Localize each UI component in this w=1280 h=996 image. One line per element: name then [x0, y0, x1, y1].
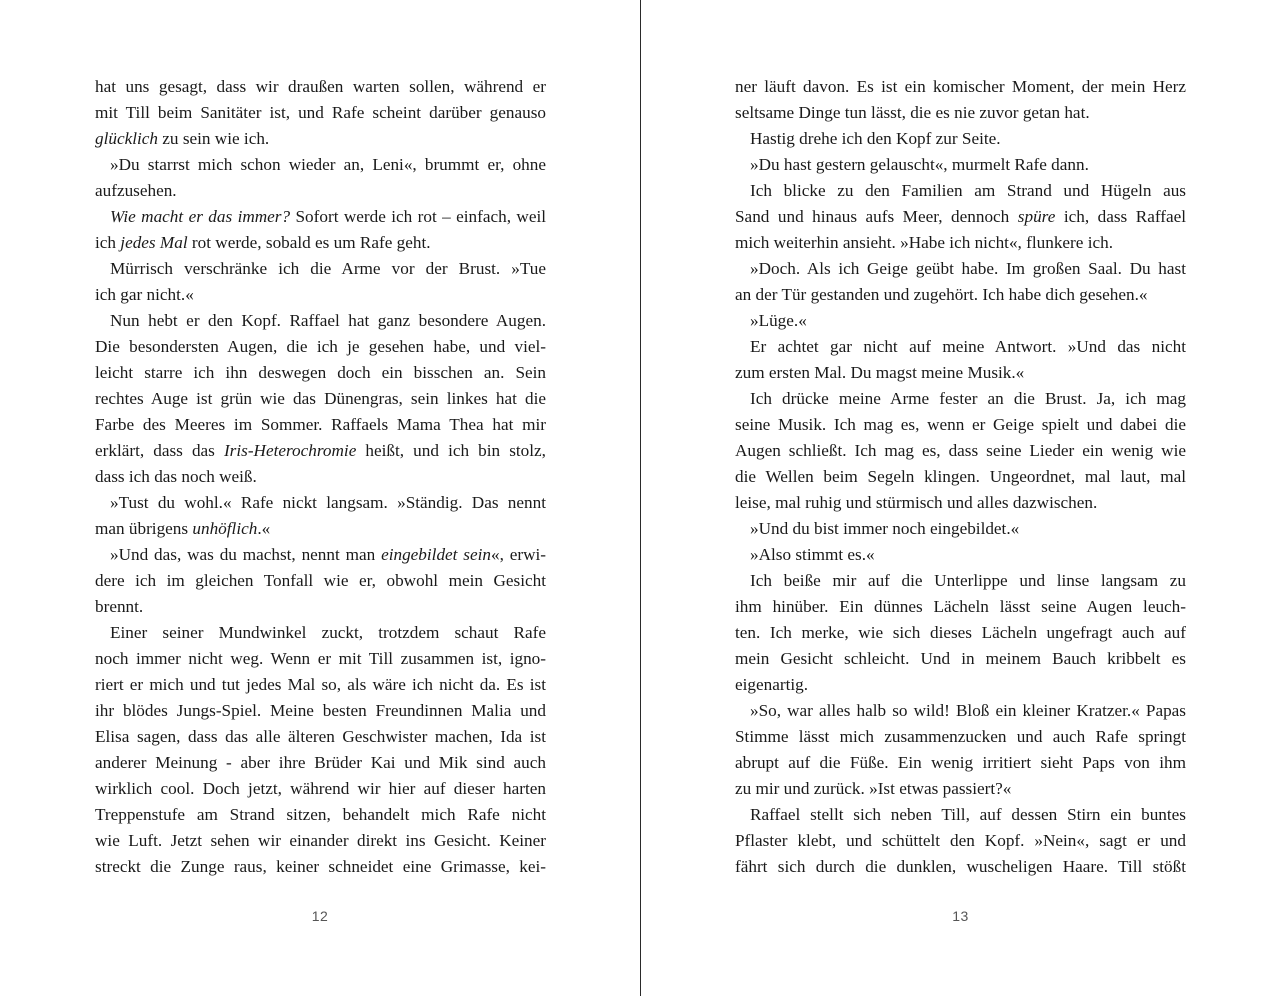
text-line: »Doch. Als ich Geige geübt habe. Im großen Saal. Du hast	[750, 259, 1186, 278]
left-page-text	[95, 74, 546, 880]
text-line: anderer Meinung - aber ihre Brüder Kai und Mik sind auch	[95, 753, 546, 772]
text-line: rechtes Auge ist grün wie das Dünengras, sein linkes hat die	[95, 389, 546, 408]
text-line: Er achtet gar nicht auf meine Antwort. »Und das nicht	[750, 337, 1186, 356]
text-line: fährt sich durch die dunklen, wuscheligen Haare. Till stößt	[735, 857, 1186, 876]
text-line: Augen schließt. Ich mag es, dass seine Lieder ein wenig wie	[735, 441, 1186, 460]
text-line: »Lüge.«	[750, 311, 807, 330]
text-line: »Du hast gestern gelauscht«, murmelt Rafe dann.	[750, 155, 1089, 174]
right-page-text	[735, 74, 1186, 880]
text-line: ner läuft davon. Es ist ein komischer Moment, der mein Herz	[735, 77, 1186, 96]
text-line: ich jedes Mal rot werde, sobald es um Rafe geht.	[95, 233, 431, 252]
text-line: seltsame Dinge tun lässt, die es nie zuvor getan hat.	[735, 103, 1090, 122]
text-line: Die besondersten Augen, die ich je gesehen habe, und viel-	[95, 337, 546, 356]
text-line: streckt die Zunge raus, keiner schneidet eine Grimasse, kei-	[95, 857, 546, 876]
text-line: zu mir und zurück. »Ist etwas passiert?«	[735, 779, 1012, 798]
text-line: leise, mal ruhig und stürmisch und alles dazwischen.	[735, 493, 1098, 512]
text-line: »Und das, was du machst, nennt man eingebildet sein«, erwi-	[110, 545, 546, 564]
text-line: glücklich zu sein wie ich.	[95, 129, 270, 148]
page-number-right: 13	[952, 908, 969, 924]
text-line: ihm hinüber. Ein dünnes Lächeln lässt seine Augen leuch-	[735, 597, 1186, 616]
text-line: Elisa sagen, dass das alle älteren Geschwister machen, Ida ist	[95, 727, 546, 746]
text-line: »Du starrst mich schon wieder an, Leni«, brummt er, ohne	[110, 155, 546, 174]
text-line: dass ich das noch weiß.	[95, 467, 257, 486]
text-line: leicht starre ich ihn deswegen doch ein bisschen an. Sein	[95, 363, 546, 382]
text-line: Einer seiner Mundwinkel zuckt, trotzdem schaut Rafe	[110, 623, 546, 642]
text-line: abrupt auf die Füße. Ein wenig irritiert sieht Paps von ihm	[735, 753, 1186, 772]
text-line: dere ich im gleichen Tonfall wie er, obwohl mein Gesicht	[95, 571, 546, 590]
text-line: Hastig drehe ich den Kopf zur Seite.	[750, 129, 1001, 148]
text-line: wirklich cool. Doch jetzt, während wir hier auf dieser harten	[95, 779, 546, 798]
text-line: Ich drücke meine Arme fester an die Brust. Ja, ich mag	[750, 389, 1186, 408]
text-line: Sand und hinaus aufs Meer, dennoch spüre ich, dass Raffael	[735, 207, 1186, 226]
text-line: Ich blicke zu den Familien am Strand und Hügeln aus	[750, 181, 1186, 200]
text-line: an der Tür gestanden und zugehört. Ich habe dich gesehen.«	[735, 285, 1148, 304]
text-line: brennt.	[95, 597, 144, 616]
text-line: riert er mich und tut jedes Mal so, als wäre ich nicht da. Es ist	[95, 675, 546, 694]
text-line: man übrigens unhöflich.«	[95, 519, 271, 538]
text-line: Ich beiße mir auf die Unterlippe und linse langsam zu	[750, 571, 1186, 590]
text-line: wie Luft. Jetzt sehen wir einander direkt ins Gesicht. Keiner	[95, 831, 546, 850]
text-line: Stimme lässt mich zusammenzucken und auch Rafe springt	[735, 727, 1186, 746]
text-line: »Also stimmt es.«	[750, 545, 875, 564]
text-line: noch immer nicht weg. Wenn er mit Till zusammen ist, igno-	[95, 649, 546, 668]
text-line: »Und du bist immer noch eingebildet.«	[750, 519, 1020, 538]
text-line: mit Till beim Sanitäter ist, und Rafe scheint darüber genauso	[95, 103, 546, 122]
text-line: Raffael stellt sich neben Till, auf dessen Stirn ein buntes	[750, 805, 1186, 824]
text-line: hat uns gesagt, dass wir draußen warten sollen, während er	[95, 77, 546, 96]
text-line: ihr blödes Jungs-Spiel. Meine besten Freundinnen Malia und	[95, 701, 546, 720]
text-line: erklärt, dass das Iris-Heterochromie heißt, und ich bin stolz,	[95, 441, 546, 460]
text-line: mich weiterhin ansieht. »Habe ich nicht«, flunkere ich.	[735, 233, 1113, 252]
text-line: ten. Ich merke, wie sich dieses Lächeln ungefragt auch auf	[735, 623, 1186, 642]
text-line: die Wellen beim Segeln klingen. Ungeordnet, mal laut, mal	[735, 467, 1186, 486]
text-line: Treppenstufe am Strand sitzen, behandelt mich Rafe nicht	[95, 805, 546, 824]
text-line: Nun hebt er den Kopf. Raffael hat ganz besondere Augen.	[110, 311, 546, 330]
page-number-left: 12	[311, 908, 329, 924]
text-line: ich gar nicht.«	[95, 285, 194, 304]
text-line: Farbe des Meeres im Sommer. Raffaels Mama Thea hat mir	[95, 415, 546, 434]
right-page	[641, 0, 1280, 996]
text-line: Pflaster klebt, und schüttelt den Kopf. »Nein«, sagt er und	[735, 831, 1186, 850]
text-line: mein Gesicht schleicht. Und in meinem Bauch kribbelt es	[735, 649, 1186, 668]
text-line: aufzusehen.	[95, 181, 177, 200]
text-line: zum ersten Mal. Du magst meine Musik.«	[735, 363, 1025, 382]
text-line: eigenartig.	[735, 675, 809, 694]
text-line: seine Musik. Ich mag es, wenn er Geige spielt und dabei die	[735, 415, 1186, 434]
text-line: »Tust du wohl.« Rafe nickt langsam. »Ständig. Das nennt	[110, 493, 546, 512]
text-line: Wie macht er das immer? Sofort werde ich rot – einfach, weil	[110, 207, 546, 226]
text-line: Mürrisch verschränke ich die Arme vor der Brust. »Tue	[110, 259, 546, 278]
text-line: »So, war alles halb so wild! Bloß ein kleiner Kratzer.« Papas	[750, 701, 1186, 720]
